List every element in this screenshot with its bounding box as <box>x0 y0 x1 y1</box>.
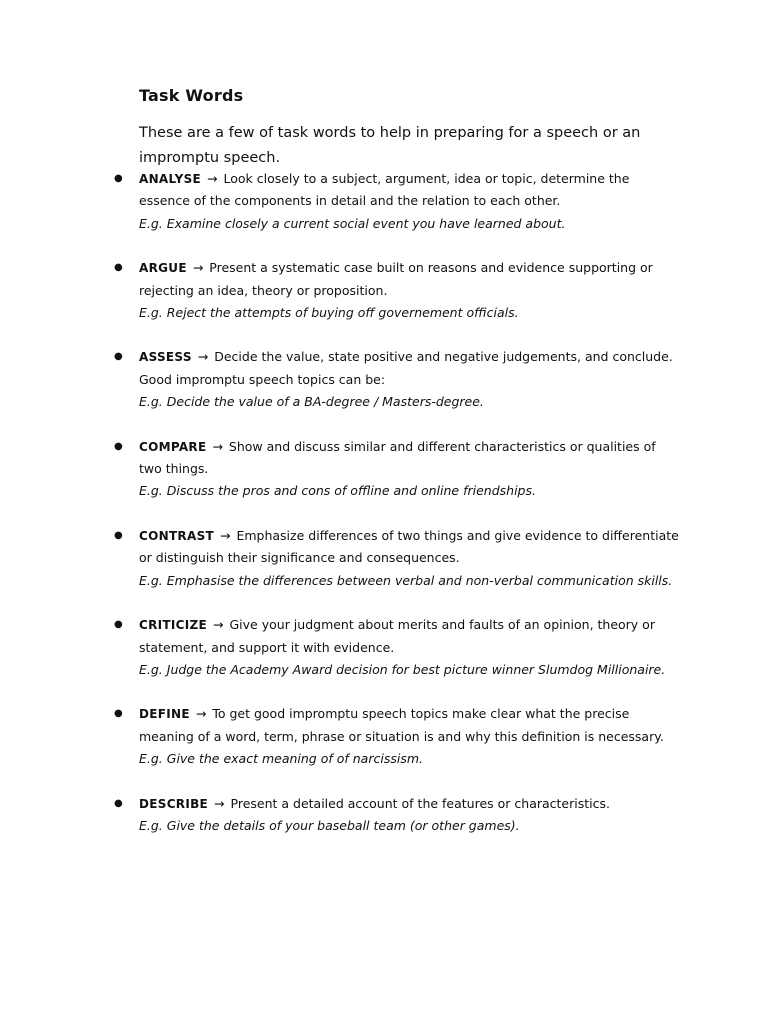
task-term: COMPARE <box>139 439 207 454</box>
list-item <box>0 257 679 324</box>
bullet-icon: ● <box>114 440 123 452</box>
arrow-icon: → <box>197 349 209 365</box>
arrow-icon: → <box>213 617 224 633</box>
task-example: E.g. Emphasise the differences between verbal and non-verbal communication skills. <box>139 572 673 588</box>
arrow-icon: → <box>212 438 223 454</box>
arrow-icon: → <box>195 706 207 722</box>
list-item <box>0 793 679 838</box>
task-definition: Emphasize differences of two things and give evidence to differentiate or distinguish their significance and consequences. <box>139 527 679 566</box>
task-word-list <box>0 168 768 859</box>
list-item <box>0 436 679 503</box>
arrow-icon: → <box>219 527 231 543</box>
task-term: CONTRAST <box>139 528 214 543</box>
task-definition: To get good impromptu speech topics make clear what the precise meaning of a word, term, phrase or situation is and why this definition is necessary. <box>139 706 664 744</box>
task-term: ASSESS <box>139 350 192 365</box>
bullet-icon: ● <box>114 797 123 809</box>
arrow-icon: → <box>192 260 204 276</box>
task-definition: Present a detailed account of the features or characteristics. <box>230 795 610 811</box>
list-item <box>0 346 679 413</box>
list-item <box>0 614 679 681</box>
bullet-icon: ● <box>114 173 123 184</box>
task-definition: Present a systematic case built on reasons and evidence supporting or rejecting an idea, theory or proposition. <box>139 260 653 298</box>
task-definition: Give your judgment about merits and faults of an opinion, theory or statement, and support it with evidence. <box>139 617 655 655</box>
bullet-icon: ● <box>114 619 123 631</box>
intro-paragraph: These are a few of task words to help in preparing for a speech or an impromptu speech. <box>139 125 641 166</box>
task-term: DESCRIBE <box>139 796 209 811</box>
bullet-icon: ● <box>114 262 123 274</box>
task-term: DEFINE <box>139 707 190 722</box>
task-example: E.g. Discuss the pros and cons of offline and online friendships. <box>139 483 536 499</box>
task-example: E.g. Decide the value of a BA-degree / Masters-degree. <box>139 394 484 410</box>
task-definition: Show and discuss similar and different characteristics or qualities of two things. <box>139 438 656 477</box>
list-item <box>0 703 679 770</box>
task-definition: Look closely to a subject, argument, idea or topic, determine the essence of the components in detail and the relation to each other. <box>139 171 630 209</box>
task-term: ANALYSE <box>139 172 202 186</box>
task-example: E.g. Give the details of your baseball team (or other games). <box>139 817 520 833</box>
task-example: E.g. Judge the Academy Award decision for best picture winner Slumdog Millionaire. <box>139 661 666 677</box>
task-example: E.g. Reject the attempts of buying off governement officials. <box>139 305 519 321</box>
task-example: E.g. Give the exact meaning of of narcissism. <box>139 751 423 767</box>
task-term: CRITICIZE <box>139 618 208 633</box>
bullet-icon: ● <box>114 529 123 541</box>
bullet-icon: ● <box>114 351 123 363</box>
document-title: Task Words <box>139 86 244 105</box>
arrow-icon: → <box>214 795 225 811</box>
arrow-icon: → <box>207 171 218 186</box>
task-definition: Decide the value, state positive and negative judgements, and conclude. Good impromptu speech topics can be: <box>139 349 673 387</box>
task-term: ARGUE <box>139 261 187 276</box>
bullet-icon: ● <box>114 708 123 720</box>
task-example: E.g. Examine closely a current social event you have learned about. <box>139 215 566 231</box>
list-item <box>0 525 679 592</box>
list-item <box>0 168 679 235</box>
